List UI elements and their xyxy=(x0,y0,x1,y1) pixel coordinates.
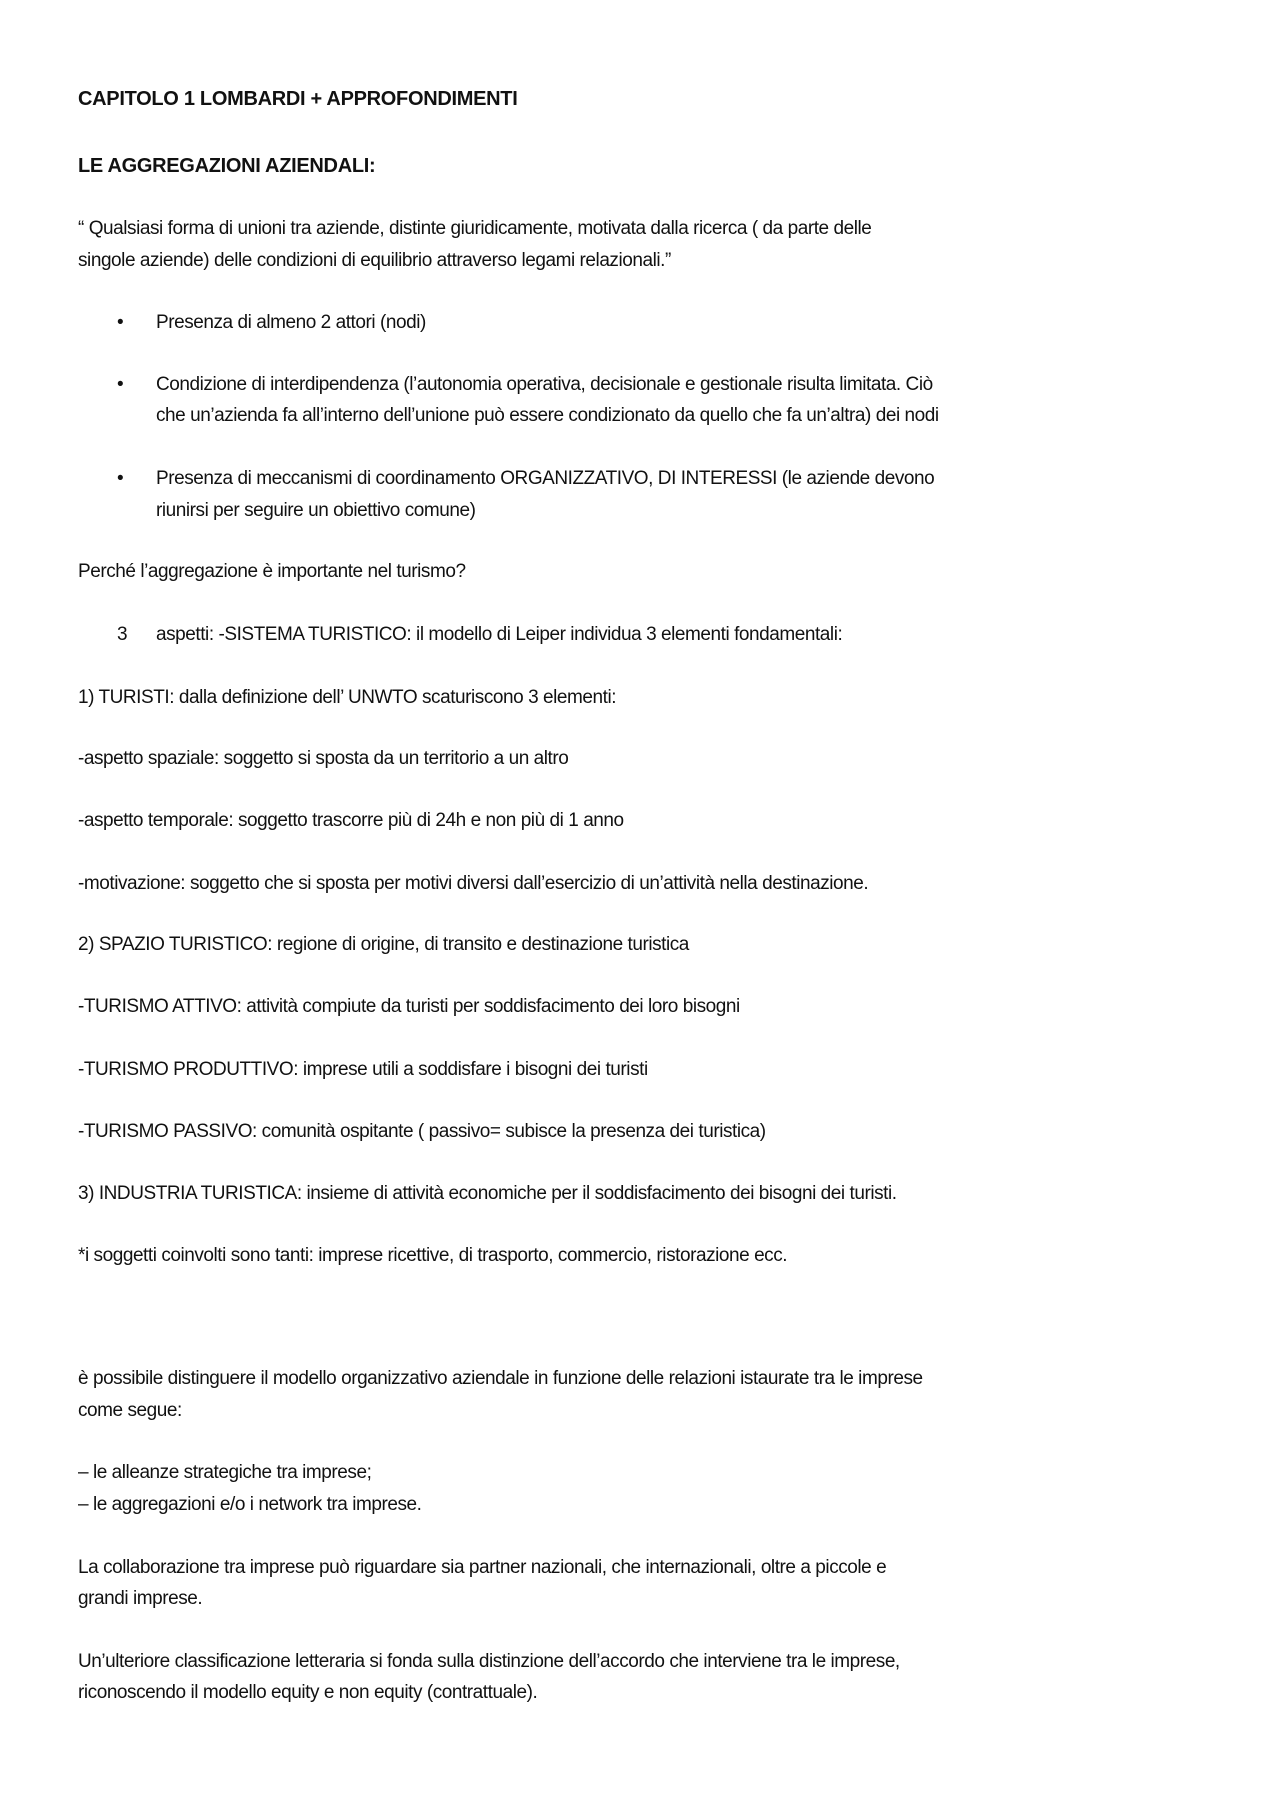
paragraph: è possibile distinguere il modello organizzativo aziendale in funzione delle relazioni istaurate tra le imprese xyxy=(78,1368,923,1389)
paragraph: riconoscendo il modello equity e non equity (contrattuale). xyxy=(78,1682,538,1703)
bullet-icon: • xyxy=(117,312,124,333)
paragraph: -TURISMO ATTIVO: attività compiute da turisti per soddisfacimento dei loro bisogni xyxy=(78,996,740,1017)
paragraph: Un’ulteriore classificazione letteraria si fonda sulla distinzione dell’accordo che interviene tra le imprese, xyxy=(78,1651,900,1672)
paragraph: -motivazione: soggetto che si sposta per motivi diversi dall’esercizio di un’attività nella destinazione. xyxy=(78,873,869,894)
bullet-text: riunirsi per seguire un obiettivo comune) xyxy=(156,500,476,521)
numbered-item-text: aspetti: -SISTEMA TURISTICO: il modello di Leiper individua 3 elementi fondamentali: xyxy=(156,624,843,645)
paragraph: 3) INDUSTRIA TURISTICA: insieme di attività economiche per il soddisfacimento dei bisogni dei turisti. xyxy=(78,1183,897,1204)
list-item: – le alleanze strategiche tra imprese; xyxy=(78,1462,372,1483)
paragraph: *i soggetti coinvolti sono tanti: imprese ricettive, di trasporto, commercio, ristorazione ecc. xyxy=(78,1245,788,1266)
definition-line: singole aziende) delle condizioni di equilibrio attraverso legami relazionali.” xyxy=(78,250,671,271)
bullet-icon: • xyxy=(117,468,124,489)
bullet-text: Presenza di meccanismi di coordinamento ORGANIZZATIVO, DI INTERESSI (le aziende devono xyxy=(156,468,935,489)
paragraph: -aspetto temporale: soggetto trascorre più di 24h e non più di 1 anno xyxy=(78,810,624,831)
paragraph: -aspetto spaziale: soggetto si sposta da un territorio a un altro xyxy=(78,748,569,769)
paragraph: 1) TURISTI: dalla definizione dell’ UNWTO scaturiscono 3 elementi: xyxy=(78,687,617,708)
bullet-text: Condizione di interdipendenza (l’autonomia operativa, decisionale e gestionale risulta limitata. Ciò xyxy=(156,374,933,395)
bullet-icon: • xyxy=(117,374,124,395)
section-heading: LE AGGREGAZIONI AZIENDALI: xyxy=(78,155,376,177)
paragraph: grandi imprese. xyxy=(78,1588,203,1609)
paragraph: La collaborazione tra imprese può riguardare sia partner nazionali, che internazionali, oltre a piccole e xyxy=(78,1557,887,1578)
list-item: – le aggregazioni e/o i network tra imprese. xyxy=(78,1494,422,1515)
paragraph: -TURISMO PRODUTTIVO: imprese utili a soddisfare i bisogni dei turisti xyxy=(78,1059,648,1080)
document-title: CAPITOLO 1 LOMBARDI + APPROFONDIMENTI xyxy=(78,88,518,110)
list-number: 3 xyxy=(117,624,128,645)
question-text: Perché l’aggregazione è importante nel turismo? xyxy=(78,561,466,582)
paragraph: 2) SPAZIO TURISTICO: regione di origine, di transito e destinazione turistica xyxy=(78,934,689,955)
paragraph: -TURISMO PASSIVO: comunità ospitante ( passivo= subisce la presenza dei turistica) xyxy=(78,1121,766,1142)
bullet-text: che un’azienda fa all’interno dell’unione può essere condizionato da quello che fa un’altra) dei nodi xyxy=(156,405,939,426)
bullet-text: Presenza di almeno 2 attori (nodi) xyxy=(156,312,426,333)
paragraph: come segue: xyxy=(78,1400,182,1421)
definition-line: “ Qualsiasi forma di unioni tra aziende, distinte giuridicamente, motivata dalla ricerca ( da parte delle xyxy=(78,218,872,239)
